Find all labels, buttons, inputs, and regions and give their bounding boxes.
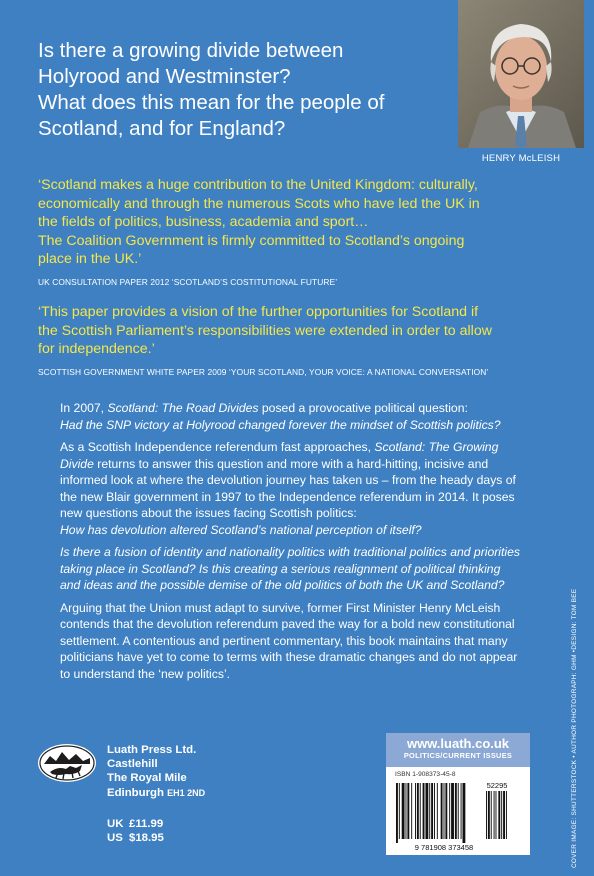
barcode-bar	[491, 791, 492, 839]
barcode-bar	[501, 791, 502, 839]
book-title: Scotland: The Road Divides	[107, 401, 259, 415]
quote-line: ‘This paper provides a vision of the further opportunities for Scotland if	[38, 304, 479, 320]
barcode-bar	[417, 783, 419, 839]
quote-scottish-government	[38, 303, 558, 359]
barcode-bar	[406, 783, 407, 839]
barcode-bar	[431, 783, 433, 839]
barcode-bar	[402, 783, 405, 839]
barcode-bar	[396, 783, 398, 843]
barcode-bar	[415, 783, 416, 839]
barcode-bar	[458, 783, 459, 839]
barcode-bar	[441, 783, 443, 839]
website-url: www.luath.co.uk	[406, 736, 510, 751]
barcode-bar	[488, 791, 490, 839]
barcode-box-header	[386, 733, 530, 767]
blurb-paragraph: Arguing that the Union must adapt to survive, former First Minister Henry McLeish contends that the devolution referendum paved the way for a bold new constitutional settlement. A contentious and pertinent commentary, this book maintains that many politicians have yet to come to terms with these dramatic changes and do not appear to understand the ‘new politics’.	[60, 600, 518, 681]
quote-line: the Scottish Parliament’s responsibilities were extended in order to allow	[38, 322, 492, 339]
headline	[38, 38, 438, 142]
quote-source: SCOTTISH GOVERNMENT WHITE PAPER 2009 ‘YOUR SCOTLAND, YOUR VOICE: A NATIONAL CONVERSATION’	[38, 367, 489, 377]
barcode-bar	[463, 783, 466, 843]
barcode-bar	[425, 783, 428, 839]
barcode-bar	[420, 783, 421, 839]
price-code: 52295	[486, 781, 508, 790]
barcode-bar	[407, 783, 409, 839]
blurb-paragraph: In 2007, Scotland: The Road Divides posed a provocative political question: Had the SNP victory at Holyrood changed forever the mindset of Scottish politics?	[60, 401, 501, 432]
prices: UK £11.99 US $18.95	[107, 818, 164, 845]
headline-line: Holyrood and Westminster?	[38, 65, 291, 88]
barcode-bar	[429, 783, 430, 839]
quote-line: The Coalition Government is firmly committed to Scotland’s ongoing	[38, 232, 465, 249]
publisher-address: Luath Press Ltd. Castlehill The Royal Mile Edinburgh EH1 2ND	[107, 744, 206, 799]
barcode-bar	[423, 783, 425, 839]
luath-logo-icon	[36, 742, 98, 784]
headline-line: Scotland, and for England?	[38, 117, 286, 140]
barcode-box	[386, 733, 530, 855]
quote-line: for independence.’	[38, 341, 155, 358]
blurb-paragraph: As a Scottish Independence referendum fast approaches, Scotland: The Growing Divide returns to answer this question and more with a hard-hitting, incisive and informed look at where the devolution journey has taken us – from the heady days of the new Blair government in 1997 to the Independence referendum in 2014. It poses new questions about the issues facing Scottish politics: How has devolution altered Scotland’s national perception of itself?	[60, 440, 516, 537]
author-photo	[458, 0, 584, 148]
barcode-bar	[486, 791, 487, 839]
quote-uk-government	[38, 176, 558, 269]
barcode-bar	[496, 791, 497, 839]
barcode-icon	[394, 781, 522, 853]
quote-source: UK CONSULTATION PAPER 2012 ‘SCOTLAND’S COSTITUTIONAL FUTURE’	[38, 277, 338, 287]
barcode-bar	[506, 791, 507, 839]
photo-caption: HENRY McLEISH	[481, 153, 561, 164]
barcode-bar	[498, 791, 500, 839]
barcode-bar	[449, 783, 450, 839]
barcode-bar	[461, 783, 462, 839]
headline-line: What does this mean for the people of	[38, 91, 385, 114]
barcode-bar	[399, 783, 400, 839]
book-title: Divide	[60, 456, 94, 471]
quote-line: ‘Scotland makes a huge contribution to the United Kingdom: culturally,	[38, 177, 478, 193]
blurb-paragraph: Is there a fusion of identity and nationality politics with traditional politics and priorities taking place in Scotland? Is this creating a serious realignment of political thinking and ideas and the possible demise of the old politics of both the UK and Scotland?	[60, 545, 520, 592]
book-category: POLITICS/CURRENT ISSUES	[403, 751, 513, 760]
ean-number: 9 781908 373458	[414, 843, 474, 852]
barcode-bar	[451, 783, 454, 839]
barcode-bar	[434, 783, 435, 839]
barcode-bar	[445, 783, 447, 839]
barcode-bar	[455, 783, 457, 839]
cover-credits: COVER IMAGE: SHUTTERSTOCK • AUTHOR PHOTOGRAPH: GHM •DESIGN: TOM BEE	[571, 588, 578, 868]
barcode-bar	[503, 791, 505, 839]
barcode-bar	[437, 783, 438, 839]
quote-line: economically and through the numerous Scots who have led the UK in	[38, 195, 480, 212]
headline-line: Is there a growing divide between	[38, 39, 344, 62]
book-title: Scotland: The Growing	[374, 440, 499, 454]
author-portrait-image	[458, 0, 584, 148]
isbn: ISBN 1-908373-45-8	[395, 771, 456, 778]
blurb	[60, 400, 540, 688]
barcode-bar	[494, 791, 495, 839]
barcode-bar	[411, 783, 412, 839]
barcode-bar	[444, 783, 445, 839]
quote-line: place in the UK.’	[38, 251, 142, 268]
quote-line: the fields of politics, business, academia and sport…	[38, 214, 369, 231]
